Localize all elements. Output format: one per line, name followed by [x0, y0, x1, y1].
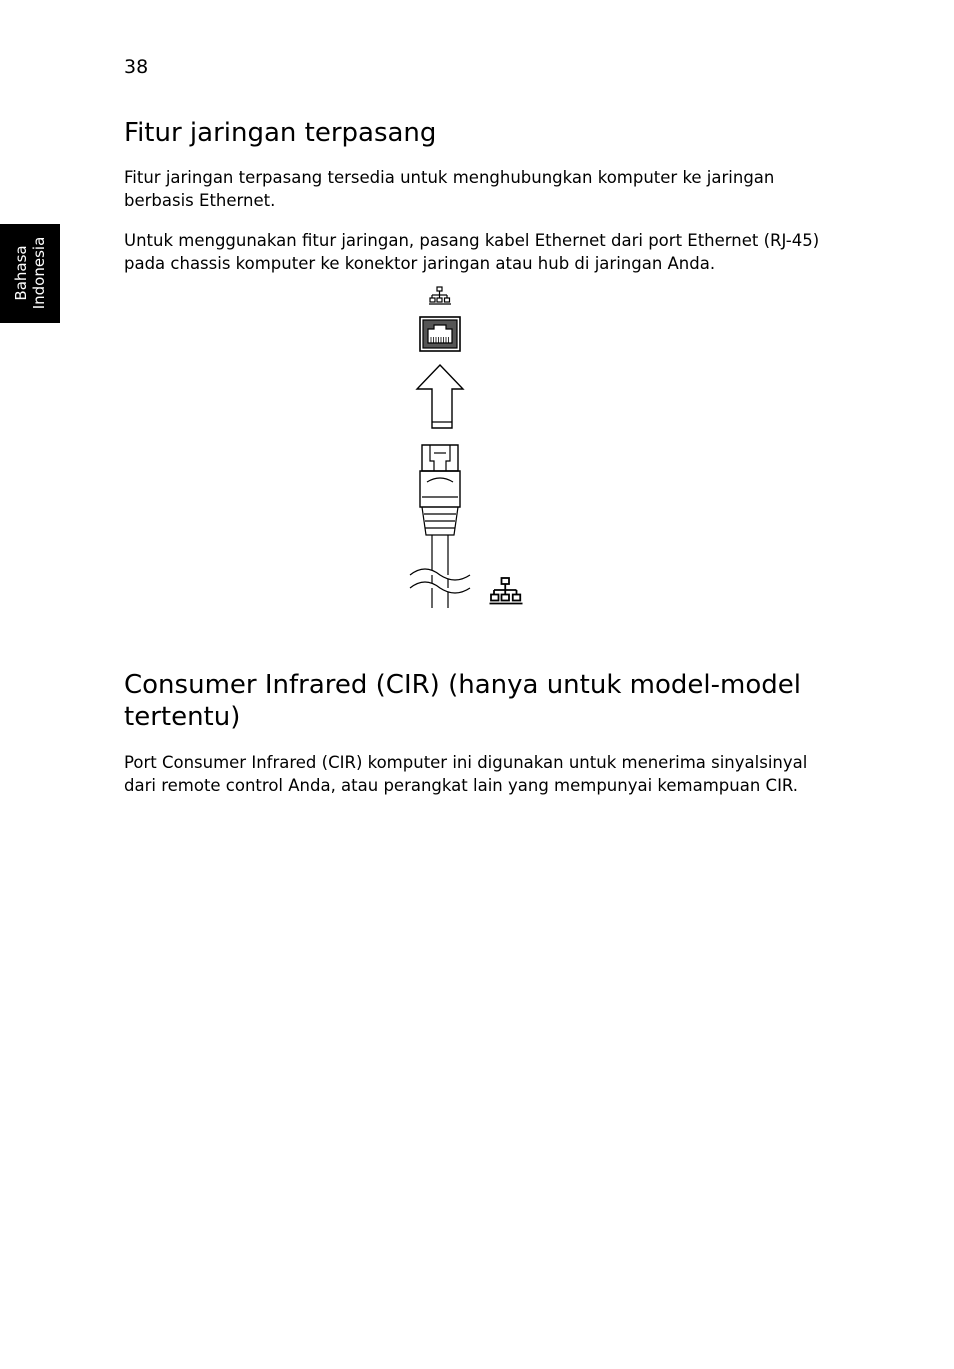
rj45-port-icon: [420, 317, 460, 351]
network-icon: [490, 578, 523, 604]
language-side-tab-label: [12, 237, 48, 310]
side-tab-line-1: Bahasa: [12, 245, 30, 301]
rj45-plug-icon: [410, 445, 470, 608]
network-paragraph-2: Untuk menggunakan fitur jaringan, pasang kabel Ethernet dari port Ethernet (RJ-45) pada chassis komputer ke konektor jaringan atau hub di jaringan Anda.: [124, 231, 820, 273]
network-icon: [429, 287, 451, 304]
ethernet-connection-illustration: [405, 285, 535, 615]
side-tab-line-2: Indonesia: [30, 236, 48, 310]
section-title-cir: Consumer Infrared (CIR) (hanya untuk model-model tertentu): [124, 670, 801, 732]
section-title-network: Fitur jaringan terpasang: [124, 118, 437, 148]
language-side-tab: [0, 224, 60, 323]
page-number: 38: [124, 56, 149, 78]
network-paragraph-1: Fitur jaringan terpasang tersedia untuk menghubungkan komputer ke jaringan berbasis Ethernet.: [124, 168, 775, 210]
cir-paragraph-1: Port Consumer Infrared (CIR) komputer ini digunakan untuk menerima sinyalsinyal dari remote control Anda, atau perangkat lain yang mempunyai kemampuan CIR.: [124, 753, 808, 795]
up-arrow-icon: [417, 365, 463, 428]
